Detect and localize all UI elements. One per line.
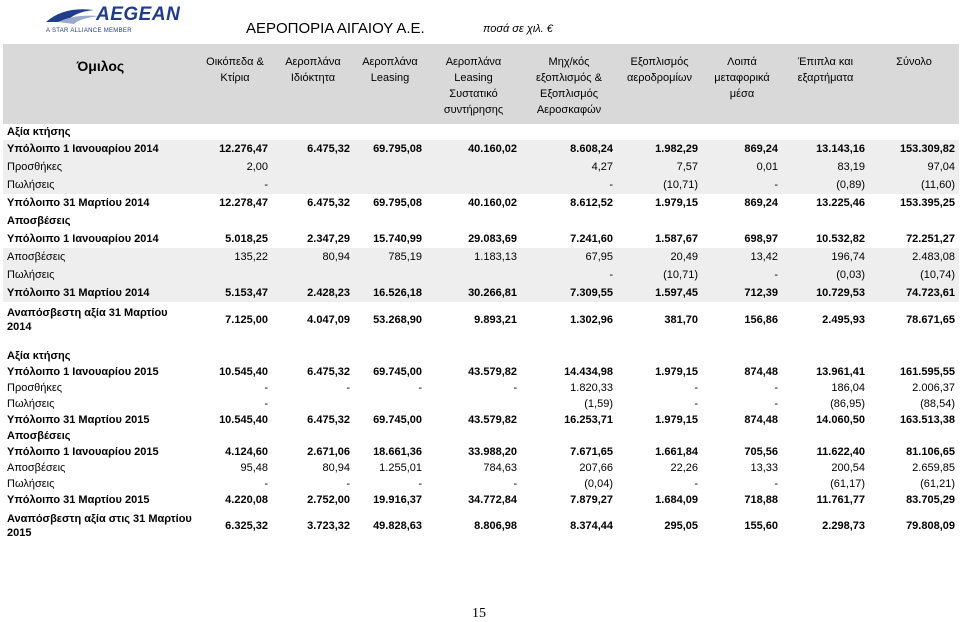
table-cell: 1.979,15 <box>655 366 698 378</box>
table-cell: 200,54 <box>831 462 865 474</box>
table-cell: 69.745,00 <box>373 366 422 378</box>
table-cell: 7.241,60 <box>570 233 613 245</box>
row-label: Υπόλοιπο 1 Ιανουαρίου 2015 <box>7 366 159 378</box>
table-row <box>3 158 959 176</box>
table-cell: 8.608,24 <box>521 140 617 158</box>
row-label: Αξία κτήσης <box>7 126 71 138</box>
table-cell: 80,94 <box>272 248 354 266</box>
spacer-row <box>3 338 959 348</box>
table-cell: 1.979,15 <box>655 197 698 209</box>
table-cell: 4,27 <box>521 158 617 176</box>
table-cell: 16.526,18 <box>354 284 426 302</box>
table-cell: - <box>521 176 617 194</box>
table-cell: 4.124,60 <box>225 446 268 458</box>
section-heading-row <box>3 212 959 230</box>
table-cell: - <box>346 382 350 394</box>
table-cell: 18.661,36 <box>373 446 422 458</box>
table-cell <box>354 396 426 412</box>
table-cell: 33.988,20 <box>468 446 517 458</box>
column-header: Εξοπλισμός αεροδρομίων <box>617 44 702 124</box>
table-row <box>3 460 959 476</box>
table-cell: 869,24 <box>702 140 782 158</box>
table-cell: 1.587,67 <box>655 233 698 245</box>
table-cell: 15.740,99 <box>373 233 422 245</box>
table-cell: 10.532,82 <box>816 233 865 245</box>
row-label: Υπόλοιπο 1 Ιανουαρίου 2014 <box>7 233 159 245</box>
row-label: Προσθήκες <box>7 382 63 394</box>
table-cell: 6.475,32 <box>307 414 350 426</box>
table-cell: - <box>264 382 268 394</box>
table-row <box>3 444 959 460</box>
table-cell: 74.723,61 <box>869 284 959 302</box>
table-cell: - <box>264 398 268 410</box>
table-cell: 705,56 <box>744 446 778 458</box>
row-label: Υπόλοιπο 1 Ιανουαρίου 2015 <box>7 446 159 458</box>
table-cell: 1.255,01 <box>379 462 422 474</box>
table-cell: - <box>774 398 778 410</box>
row-label: Αξία κτήσης <box>7 350 71 362</box>
table-cell: - <box>346 478 350 490</box>
table-cell: 2.006,37 <box>912 382 955 394</box>
table-cell: 11.622,40 <box>816 446 865 458</box>
column-header: Αεροπλάνα Leasing <box>354 44 426 124</box>
table-cell: 30.266,81 <box>426 284 521 302</box>
table-cell: - <box>513 478 517 490</box>
row-label: Υπόλοιπο 31 Μαρτίου 2015 <box>7 414 150 426</box>
table-cell: - <box>198 176 272 194</box>
table-cell: 20,49 <box>617 248 702 266</box>
table-cell: 13.143,16 <box>782 140 869 158</box>
table-cell: 2.495,93 <box>822 314 865 326</box>
table-cell: 43.579,82 <box>468 366 517 378</box>
table-cell: 40.160,02 <box>426 140 521 158</box>
table-cell: 7.125,00 <box>225 314 268 326</box>
table-cell: 81.106,65 <box>906 446 955 458</box>
row-label: Προσθήκες <box>3 158 198 176</box>
row-label: Αναπόσβεστη αξία 31 Μαρτίου 2014 <box>7 307 168 333</box>
table-cell: 34.772,84 <box>468 494 517 506</box>
table-cell: - <box>418 382 422 394</box>
table-cell: 1.820,33 <box>570 382 613 394</box>
row-label: Αποσβέσεις <box>7 215 71 227</box>
table-cell: 10.729,53 <box>782 284 869 302</box>
table-row <box>3 380 959 396</box>
table-cell: 1.979,15 <box>655 414 698 426</box>
table-row <box>3 266 959 284</box>
table-row <box>3 492 959 508</box>
column-header: Έπιπλα και εξαρτήματα <box>782 44 869 124</box>
table-cell: 869,24 <box>744 197 778 209</box>
table-cell: 13.225,46 <box>816 197 865 209</box>
page-title: ΑΕΡΟΠΟΡΙΑ ΑΙΓΑΙΟΥ Α.Ε. <box>246 20 425 37</box>
table-cell: 784,63 <box>483 462 517 474</box>
table-cell: 14.060,50 <box>816 414 865 426</box>
table-cell: 14.434,98 <box>564 366 613 378</box>
table-cell: (1,59) <box>584 398 613 410</box>
table-cell: - <box>702 266 782 284</box>
section-heading-row <box>3 348 959 364</box>
table-cell: 79.808,09 <box>906 520 955 532</box>
table-cell: 163.513,38 <box>899 414 955 426</box>
table-cell: 381,70 <box>664 314 698 326</box>
table-cell: 40.160,02 <box>468 197 517 209</box>
table-cell: 295,05 <box>664 520 698 532</box>
table-cell: - <box>694 478 698 490</box>
row-label: Πωλήσεις <box>3 176 198 194</box>
table-cell: - <box>694 398 698 410</box>
table-cell: 13,42 <box>702 248 782 266</box>
column-header: Μηχ/κός εξοπλισμός & Εξοπλισμός Αεροσκαφών <box>521 44 617 124</box>
table-cell: 2.659,85 <box>912 462 955 474</box>
table-cell: 2.752,00 <box>307 494 350 506</box>
table-cell <box>426 176 521 194</box>
table-cell: 78.671,65 <box>906 314 955 326</box>
table-cell: 1.982,29 <box>617 140 702 158</box>
table-cell: 6.475,32 <box>272 140 354 158</box>
table-cell: 0,01 <box>702 158 782 176</box>
table-cell: 698,97 <box>744 233 778 245</box>
table-row <box>3 302 959 338</box>
column-header: Όμιλος <box>3 44 198 124</box>
table-cell: - <box>264 478 268 490</box>
amount-note: ποσά σε χιλ. € <box>483 23 553 35</box>
row-label: Πωλήσεις <box>7 478 55 490</box>
aegean-logo <box>44 2 194 42</box>
table-cell: 874,48 <box>744 366 778 378</box>
table-header-row <box>3 44 959 124</box>
table-cell: 97,04 <box>869 158 959 176</box>
table-cell: 718,88 <box>744 494 778 506</box>
table-cell: - <box>774 382 778 394</box>
table-cell: 7.309,55 <box>521 284 617 302</box>
table-cell: 7,57 <box>617 158 702 176</box>
table-cell: (86,95) <box>830 398 865 410</box>
table-cell <box>426 396 521 412</box>
table-cell <box>426 158 521 176</box>
table-cell: 874,48 <box>744 414 778 426</box>
table-row <box>3 194 959 212</box>
table-cell: 186,04 <box>831 382 865 394</box>
table-cell: 67,95 <box>521 248 617 266</box>
table-cell <box>272 266 354 284</box>
table-row <box>3 140 959 158</box>
table-cell: - <box>521 266 617 284</box>
table-cell: (61,21) <box>920 478 955 490</box>
table-cell: 5.018,25 <box>225 233 268 245</box>
table-cell: 72.251,27 <box>906 233 955 245</box>
table-cell: 13.961,41 <box>816 366 865 378</box>
table-cell: 13,33 <box>750 462 778 474</box>
table-cell: 8.374,44 <box>570 520 613 532</box>
table-cell: 19.916,37 <box>373 494 422 506</box>
table-row <box>3 396 959 412</box>
table-row <box>3 364 959 380</box>
table-cell: (10,71) <box>617 266 702 284</box>
table-row <box>3 412 959 428</box>
table-cell: 1.597,45 <box>617 284 702 302</box>
table-cell: 43.579,82 <box>468 414 517 426</box>
column-header: Αεροπλάνα Ιδιόκτητα <box>272 44 354 124</box>
table-cell <box>198 266 272 284</box>
table-cell: 4.220,08 <box>225 494 268 506</box>
table-cell: - <box>694 382 698 394</box>
table-cell: 8.612,52 <box>570 197 613 209</box>
table-cell: (10,71) <box>617 176 702 194</box>
table-cell: 153.309,82 <box>869 140 959 158</box>
table-cell: (0,89) <box>782 176 869 194</box>
row-label: Αποσβέσεις <box>3 248 198 266</box>
table-cell: 196,74 <box>782 248 869 266</box>
table-cell: 10.545,40 <box>219 414 268 426</box>
table-cell: 155,60 <box>744 520 778 532</box>
table-cell: 3.723,32 <box>307 520 350 532</box>
logo-brand-text: AEGEAN <box>96 4 181 25</box>
table-cell: 7.671,65 <box>570 446 613 458</box>
table-cell <box>272 176 354 194</box>
table-cell: 69.745,00 <box>373 414 422 426</box>
table-cell: 135,22 <box>198 248 272 266</box>
table-cell: 80,94 <box>322 462 350 474</box>
table-cell: (0,04) <box>584 478 613 490</box>
table-cell: 83,19 <box>782 158 869 176</box>
column-header: Σύνολο <box>869 44 959 124</box>
row-label: Πωλήσεις <box>3 266 198 284</box>
table-cell: 153.395,25 <box>899 197 955 209</box>
table-cell: (61,17) <box>830 478 865 490</box>
table-cell: 7.879,27 <box>570 494 613 506</box>
table-cell: 12.276,47 <box>198 140 272 158</box>
column-header: Λοιπά μεταφορικά μέσα <box>702 44 782 124</box>
table-cell: 8.806,98 <box>474 520 517 532</box>
table-row <box>3 248 959 266</box>
table-row <box>3 476 959 492</box>
table-row <box>3 284 959 302</box>
table-cell: 83.705,29 <box>906 494 955 506</box>
page-number: 15 <box>472 606 486 621</box>
table-cell: 1.684,09 <box>655 494 698 506</box>
table-cell: 161.595,55 <box>899 366 955 378</box>
table-cell: - <box>702 176 782 194</box>
table-cell: 1.183,13 <box>426 248 521 266</box>
table-cell: 156,86 <box>744 314 778 326</box>
table-cell: 16.253,71 <box>564 414 613 426</box>
table-cell: 6.475,32 <box>307 366 350 378</box>
table-cell <box>426 266 521 284</box>
row-label: Αποσβέσεις <box>7 462 66 474</box>
section-heading-row <box>3 124 959 140</box>
table-cell: (0,03) <box>782 266 869 284</box>
row-label: Πωλήσεις <box>7 398 55 410</box>
table-cell: 4.047,09 <box>307 314 350 326</box>
row-label: Αναπόσβεστη αξία στις 31 Μαρτίου 2015 <box>7 513 192 539</box>
table-cell: 6.325,32 <box>225 520 268 532</box>
row-label: Υπόλοιπο 1 Ιανουαρίου 2014 <box>3 140 198 158</box>
logo-bird-icon <box>44 2 104 28</box>
table-row <box>3 230 959 248</box>
table-cell: 69.795,08 <box>354 140 426 158</box>
table-cell: 95,48 <box>240 462 268 474</box>
table-cell: 2.671,06 <box>307 446 350 458</box>
section-heading-row <box>3 428 959 444</box>
table-cell: 2.347,29 <box>307 233 350 245</box>
table-cell: 11.761,77 <box>816 494 865 506</box>
table-cell: 53.268,90 <box>373 314 422 326</box>
row-label: Αποσβέσεις <box>7 430 71 442</box>
table-cell: 49.828,63 <box>373 520 422 532</box>
table-cell <box>354 158 426 176</box>
table-cell: (10,74) <box>869 266 959 284</box>
table-cell: 22,26 <box>670 462 698 474</box>
table-cell <box>354 266 426 284</box>
table-cell: 5.153,47 <box>198 284 272 302</box>
table-cell: (88,54) <box>920 398 955 410</box>
table-cell: 785,19 <box>354 248 426 266</box>
table-cell: (11,60) <box>869 176 959 194</box>
logo-member-text: A STAR ALLIANCE MEMBER <box>46 28 132 34</box>
table-cell <box>272 158 354 176</box>
table-cell: - <box>418 478 422 490</box>
table-cell: 1.661,84 <box>655 446 698 458</box>
table-cell: 29.083,69 <box>468 233 517 245</box>
table-cell: 2.298,73 <box>822 520 865 532</box>
table-cell: 1.302,96 <box>570 314 613 326</box>
column-header: Οικόπεδα & Κτίρια <box>198 44 272 124</box>
table-cell: 9.893,21 <box>474 314 517 326</box>
table-cell: - <box>513 382 517 394</box>
row-label: Υπόλοιπο 31 Μαρτίου 2014 <box>3 284 198 302</box>
table-cell: 2.483,08 <box>869 248 959 266</box>
fixed-assets-table <box>3 44 959 544</box>
table-cell: 69.795,08 <box>373 197 422 209</box>
table-cell: - <box>774 478 778 490</box>
table-cell: 10.545,40 <box>219 366 268 378</box>
table-cell: 712,39 <box>702 284 782 302</box>
table-cell: 2.428,23 <box>272 284 354 302</box>
table-row <box>3 176 959 194</box>
table-cell: 6.475,32 <box>307 197 350 209</box>
row-label: Υπόλοιπο 31 Μαρτίου 2015 <box>7 494 150 506</box>
row-label: Υπόλοιπο 31 Μαρτίου 2014 <box>7 197 150 209</box>
table-cell <box>354 176 426 194</box>
table-row <box>3 508 959 544</box>
table-cell: 12.278,47 <box>219 197 268 209</box>
table-cell: 2,00 <box>198 158 272 176</box>
table-cell <box>272 396 354 412</box>
table-cell: 207,66 <box>579 462 613 474</box>
column-header: Αεροπλάνα Leasing Συστατικό συντήρησης <box>426 44 521 124</box>
